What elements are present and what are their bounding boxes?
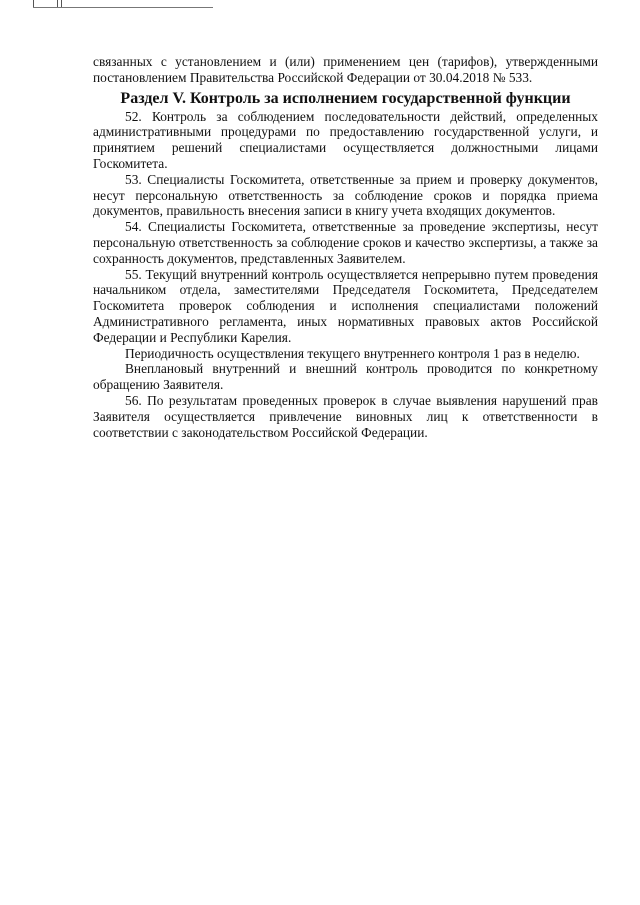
document-page — [93, 54, 598, 440]
paragraph-55: 55. Текущий внутренний контроль осуществляется непрерывно путем проведения начальником отдела, заместителями Председателя Госкомитета, Председателем Госкомитета проверок соблюдения и исполнения специалистами положений Административного регламента, иных нормативных правовых актов Российской Федерации и Республики Карелия. — [93, 266, 598, 345]
paragraph-control-frequency: Периодичность осуществления текущего внутреннего контроля 1 раз в неделю. — [125, 345, 580, 361]
paragraph-unscheduled-control: Внеплановый внутренний и внешний контроль проводится по конкретному обращению Заявителя. — [93, 361, 598, 393]
paragraph-56: 56. По результатам проведенных проверок в случае выявления нарушений прав Заявителя осуществляется привлечение виновных лиц к ответственности в соответствии с законодательством Российской Федерации. — [93, 392, 598, 440]
scan-edge-rule — [33, 7, 213, 8]
section-title: Раздел V. Контроль за исполнением государственной функции — [120, 89, 571, 107]
paragraph-54: 54. Специалисты Госкомитета, ответственные за проведение экспертизы, несут персональную ответственность за соблюдение сроков и качество экспертизы, а также за сохранность документов, представленных Заявителем. — [93, 219, 598, 266]
paragraph-52: 52. Контроль за соблюдением последовательности действий, определенных административными процедурами по предоставлению государственной услуги, и принятием решений специалистами осуществляется должностными лицами Госкомитета. — [93, 108, 598, 171]
intro-paragraph: связанных с установлением и (или) применением цен (тарифов), утвержденными постановлением Правительства Российской Федерации от 30.04.2018 № 533. — [93, 54, 598, 85]
paragraph-53: 53. Специалисты Госкомитета, ответственные за прием и проверку документов, несут персональную ответственность за соблюдение сроков и порядка приема документов, правильность внесения записи в книгу учета входящих документов. — [93, 171, 598, 219]
